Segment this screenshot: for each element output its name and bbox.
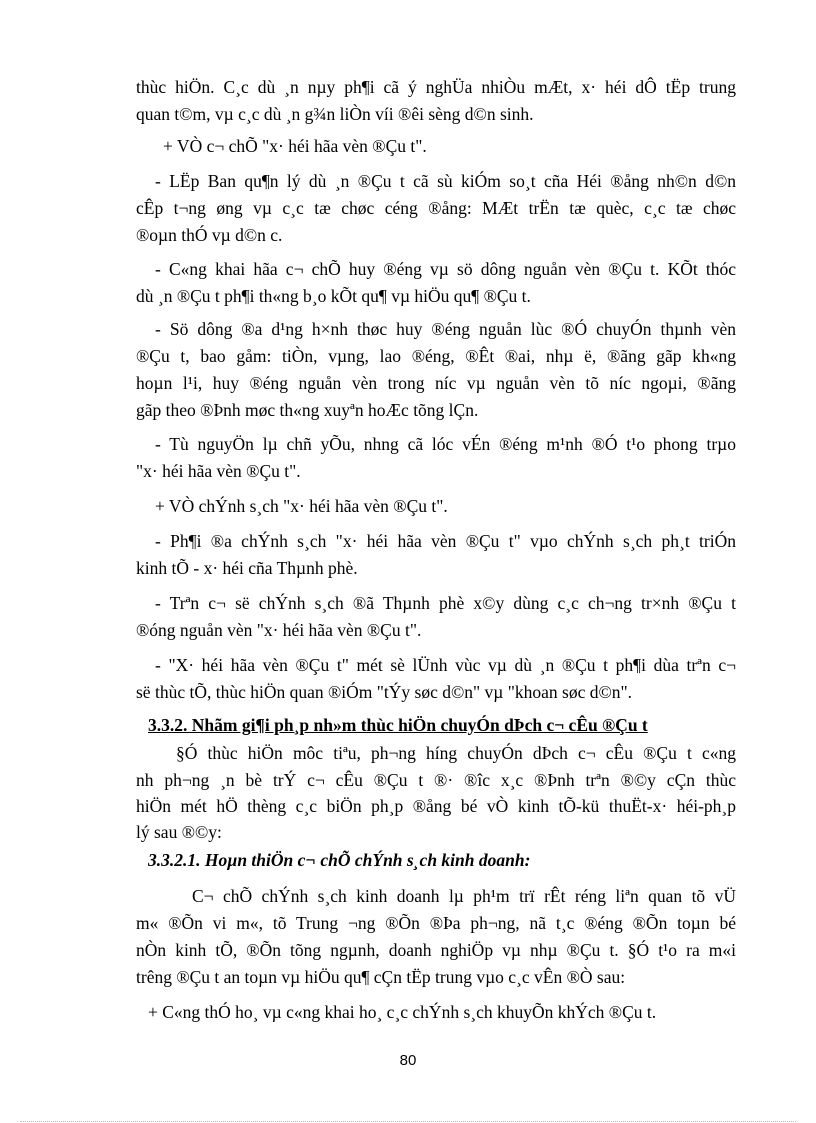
text-line: - Sö dông ®a d¹ng h×nh thøc huy ®éng nguån lùc ®Ó chuyÓn thµnh vèn	[155, 319, 736, 339]
text-line: së thùc tÕ, thùc hiÖn quan ®iÓm "tÝy søc d©n" vµ "khoan søc d©n".	[136, 682, 633, 702]
page-number: 80	[399, 1052, 417, 1069]
text-line: - "X· héi hãa vèn ®Çu t" mét sè lÜnh vùc vµ dù ¸n ®Çu t ph¶i dùa trªn c¬	[155, 655, 736, 675]
text-line: ®oµn thÓ vµ d©n c.	[136, 225, 283, 245]
page-bottom-divider	[20, 1121, 796, 1122]
text-line: C¬ chÕ chÝnh s¸ch kinh doanh lµ ph¹m trï rÊt réng liªn quan tõ vÜ	[192, 886, 736, 906]
text-line: - C«ng khai hãa c¬ chÕ huy ®éng vµ sö dông nguån vèn ®Çu t. KÕt thóc	[155, 259, 736, 279]
subsection-heading: 3.3.2.1. Hoµn thiÖn c¬ chÕ chÝnh s¸ch kinh doanh:	[148, 850, 531, 870]
text-line: hoµn l¹i, huy ®éng nguån vèn trong níc vµ nguån vèn tõ níc ngoµi, ®ãng	[136, 373, 736, 393]
text-line: ®óng nguån vèn "x· héi hãa vèn ®Çu t".	[136, 620, 422, 640]
text-line: nÒn kinh tÕ, ®Õn tõng ngµnh, doanh nghiÖp vµ nhµ ®Çu t. §Ó t¹o ra m«i	[136, 940, 736, 960]
text-line: dù ¸n ®Çu t ph¶i th«ng b¸o kÕt qu¶ vµ hiÖu qu¶ ®Çu t.	[136, 286, 531, 306]
text-line: cÊp t¬ng øng vµ c¸c tæ chøc céng ®ång: MÆt trËn tæ quèc, c¸c tæ chøc	[136, 198, 736, 218]
text-line: lý sau ®©y:	[136, 822, 222, 842]
text-line: - Trªn c¬ së chÝnh s¸ch ®ã Thµnh phè x©y dùng c¸c ch¬ng tr×nh ®Çu t	[155, 593, 736, 613]
text-line: m« ®Õn vi m«, tõ Trung ¬ng ®Õn ®Þa ph¬ng, nã t¸c ®éng ®Õn toµn bé	[136, 913, 736, 933]
section-heading: 3.3.2. Nhãm gi¶i ph¸p nh»m thùc hiÖn chuyÓn dÞch c¬ cÊu ®Çu t	[148, 715, 648, 735]
text-line: + C«ng thÓ ho¸ vµ c«ng khai ho¸ c¸c chÝnh s¸ch khuyÕn khÝch ®Çu t.	[148, 1002, 657, 1022]
text-line: nh ph¬ng ¸n bè trÝ c¬ cÊu ®Çu t ®· ®îc x¸c ®Þnh trªn ®©y cÇn thùc	[136, 770, 736, 790]
text-line: thùc hiÖn. C¸c dù ¸n nµy ph¶i cã ý nghÜa nhiÒu mÆt, x· héi dÔ tËp trung	[136, 77, 736, 97]
text-line: hiÖn mét hÖ thèng c¸c biÖn ph¸p ®ång bé vÒ kinh tÕ-kü thuËt-x· héi-ph¸p	[136, 796, 736, 816]
text-line: + VÒ chÝnh s¸ch "x· héi hãa vèn ®Çu t".	[155, 496, 448, 516]
text-line: + VÒ c¬ chÕ "x· héi hãa vèn ®Çu t".	[163, 136, 427, 156]
text-line: kinh tÕ - x· héi cña Thµnh phè.	[136, 558, 358, 578]
text-line: ®Çu t, bao gåm: tiÒn, vµng, lao ®éng, ®Êt ®ai, nhµ ë, ®ãng gãp kh«ng	[136, 346, 736, 366]
text-line: "x· héi hãa vèn ®Çu t".	[136, 461, 301, 481]
text-line: - LËp Ban qu¶n lý dù ¸n ®Çu t cã sù kiÓm so¸t cña Héi ®ång nh©n d©n	[155, 171, 736, 191]
text-line: - Tù nguyÖn lµ chñ yÕu, nhng cã lóc vÉn ®éng m¹nh ®Ó t¹o phong trµo	[155, 434, 736, 454]
text-line: trêng ®Çu t an toµn vµ hiÖu qu¶ cÇn tËp trung vµo c¸c vÊn ®Ò sau:	[136, 967, 626, 987]
text-line: quan t©m, vµ c¸c dù ¸n g¾n liÒn víi ®êi sèng d©n sinh.	[136, 104, 534, 124]
text-line: §Ó thùc hiÖn môc tiªu, ph¬ng híng chuyÓn dÞch c¬ cÊu ®Çu t c«ng	[176, 743, 736, 763]
text-line: gãp theo ®Þnh møc th«ng xuyªn hoÆc tõng lÇn.	[136, 400, 479, 420]
text-line: - Ph¶i ®a chÝnh s¸ch "x· héi hãa vèn ®Çu t" vµo chÝnh s¸ch ph¸t triÓn	[155, 531, 736, 551]
